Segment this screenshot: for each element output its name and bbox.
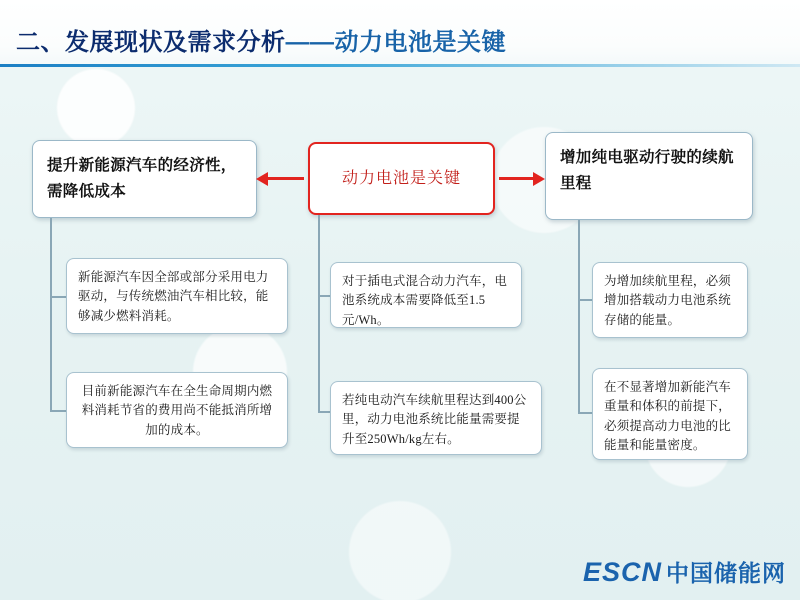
page-title bbox=[16, 22, 506, 57]
right-detail-2: 在不显著增加新能汽车重量和体积的前提下，必须提高动力电池的比能量和能量密度。 bbox=[592, 368, 748, 460]
logo-escn-text: ESCN bbox=[582, 557, 662, 587]
left-branch-header: 提升新能源汽车的经济性，需降低成本 bbox=[32, 140, 257, 218]
left-detail-2: 目前新能源汽车在全生命周期内燃料消耗节省的费用尚不能抵消所增加的成本。 bbox=[66, 372, 288, 448]
connector-middle-detail-2 bbox=[318, 411, 330, 413]
arrow-center-to-right-head bbox=[533, 172, 545, 186]
page-title-main: 二、发展现状及需求分析 bbox=[16, 29, 286, 56]
connector-middle-vertical bbox=[318, 215, 320, 411]
page-title-sub: ——动力电池是关键 bbox=[285, 29, 506, 56]
connector-left-detail-1 bbox=[50, 296, 66, 298]
right-branch-header: 增加纯电驱动行驶的续航里程 bbox=[545, 132, 753, 220]
connector-left-vertical bbox=[50, 218, 52, 410]
arrow-center-to-left-line bbox=[268, 177, 304, 180]
connector-right-detail-1 bbox=[578, 299, 592, 301]
connector-right-detail-2 bbox=[578, 412, 592, 414]
logo-chinese-text: 中国储能网 bbox=[666, 560, 786, 586]
arrow-center-to-left-head bbox=[256, 172, 268, 186]
right-detail-1: 为增加续航里程，必须增加搭载动力电池系统存储的能量。 bbox=[592, 262, 748, 338]
arrow-center-to-right-line bbox=[499, 177, 535, 180]
middle-detail-2: 若纯电动汽车续航里程达到400公里，动力电池系统比能量需要提升至250Wh/kg左右。 bbox=[330, 381, 542, 455]
left-detail-1: 新能源汽车因全部或部分采用电力驱动，与传统燃油汽车相比较，能够减少燃料消耗。 bbox=[66, 258, 288, 334]
site-logo bbox=[583, 555, 786, 588]
center-node: 动力电池是关键 bbox=[308, 142, 495, 215]
connector-left-detail-2 bbox=[50, 410, 66, 412]
middle-detail-1: 对于插电式混合动力汽车，电池系统成本需要降低至1.5元/Wh。 bbox=[330, 262, 522, 328]
connector-middle-detail-1 bbox=[318, 295, 330, 297]
header-divider bbox=[0, 64, 800, 67]
connector-right-vertical bbox=[578, 220, 580, 412]
